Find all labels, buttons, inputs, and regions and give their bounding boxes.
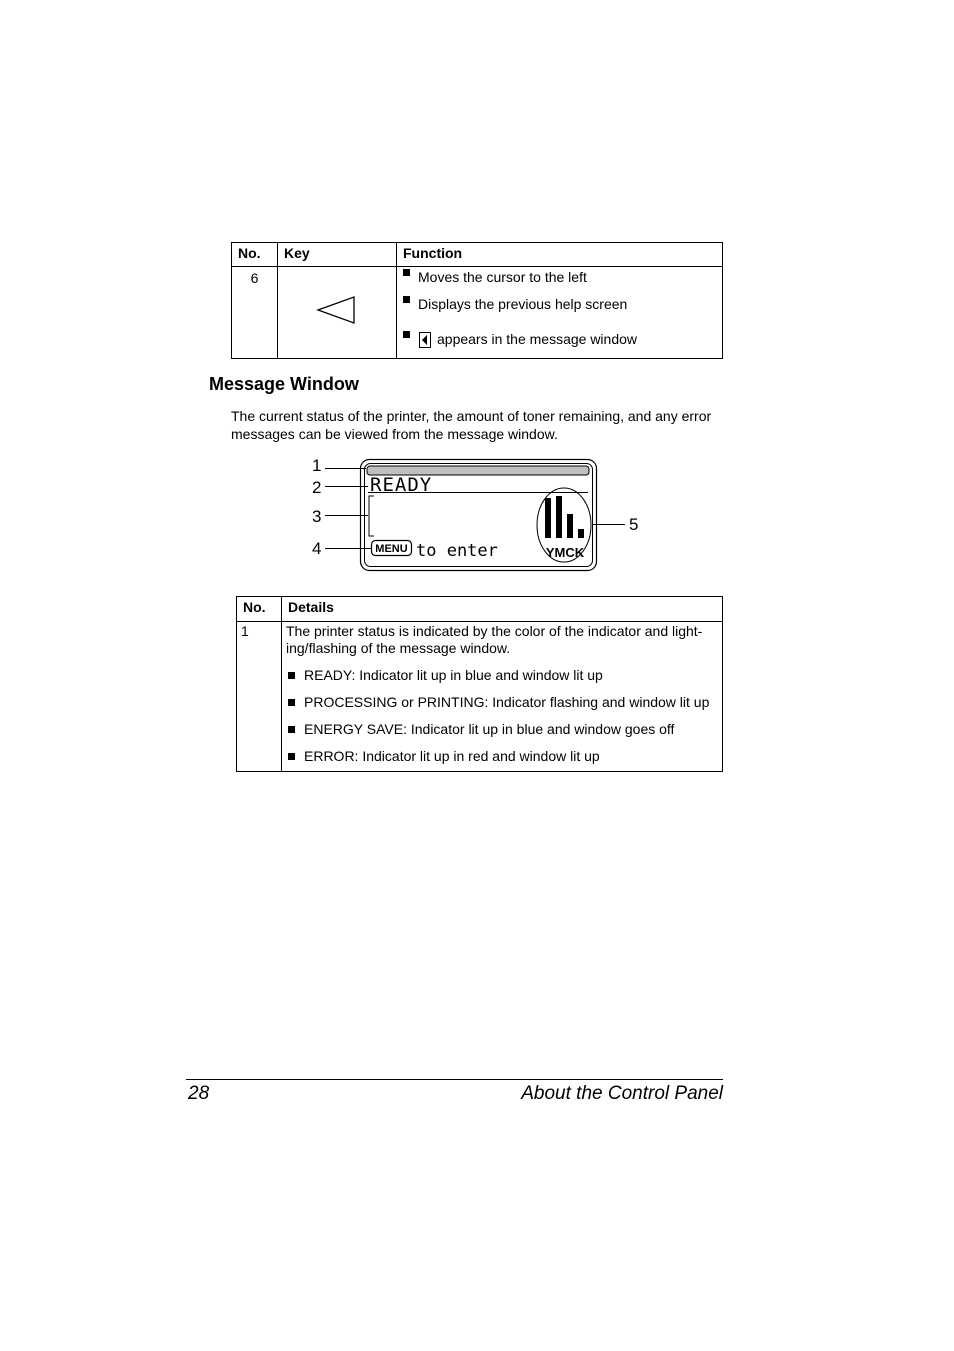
toner-bar [567,514,573,538]
menu-key-label: MENU [375,543,408,555]
list-item: READY: Indicator lit up in blue and window lit up [286,667,722,684]
status-list [286,667,722,765]
section-heading: Message Window [209,374,359,394]
list-item: Displays the previous help screen [397,296,627,312]
details-header-row [237,597,723,622]
key-function-table [231,242,723,359]
row-number: 6 [232,267,278,359]
details-text: The printer status is indicated by the color of the indicator and light-ing/flashing of the message window. [286,623,703,656]
message-window-diagram [300,452,650,577]
function-text: appears in the message window [437,331,638,347]
function-cell [397,267,723,359]
table-row [232,267,723,359]
callout-4: 4 [312,539,322,558]
list-item: PROCESSING or PRINTING: Indicator flashing and window lit up [286,694,722,711]
callout-3: 3 [312,507,322,526]
header-function: Function [397,243,723,267]
list-item: Moves the cursor to the left [397,269,587,285]
key-cell [278,267,397,359]
left-triangle-key-icon [278,267,396,353]
intro-paragraph: The current status of the printer, the amount of toner remaining, and any error messages can be viewed from the message window. [231,408,712,442]
key-table-header-row [232,243,723,267]
toner-label: YMCK [545,545,585,560]
table-row [237,622,723,772]
toner-bar [578,529,584,538]
list-item: ERROR: Indicator lit up in red and window lit up [286,748,722,765]
header-no: No. [237,597,282,622]
row-number: 1 [237,622,282,772]
toner-bar [556,496,562,538]
left-arrow-indicator-icon [419,332,431,351]
callout-1: 1 [312,456,322,475]
header-key: Key [278,243,397,267]
details-table [236,596,723,772]
header-details: Details [282,597,723,622]
status-text: READY [370,474,433,496]
header-no: No. [232,243,278,267]
details-cell [282,622,723,772]
list-item: ENERGY SAVE: Indicator lit up in blue and window goes off [286,721,722,738]
chapter-title: About the Control Panel [521,1083,723,1104]
callout-5: 5 [629,515,639,534]
toner-bar [545,498,551,538]
screen-bottom-text: to enter [416,541,498,561]
callout-2: 2 [312,478,322,497]
footer-rule [186,1079,723,1080]
page-number: 28 [188,1083,210,1104]
list-item [397,331,637,347]
